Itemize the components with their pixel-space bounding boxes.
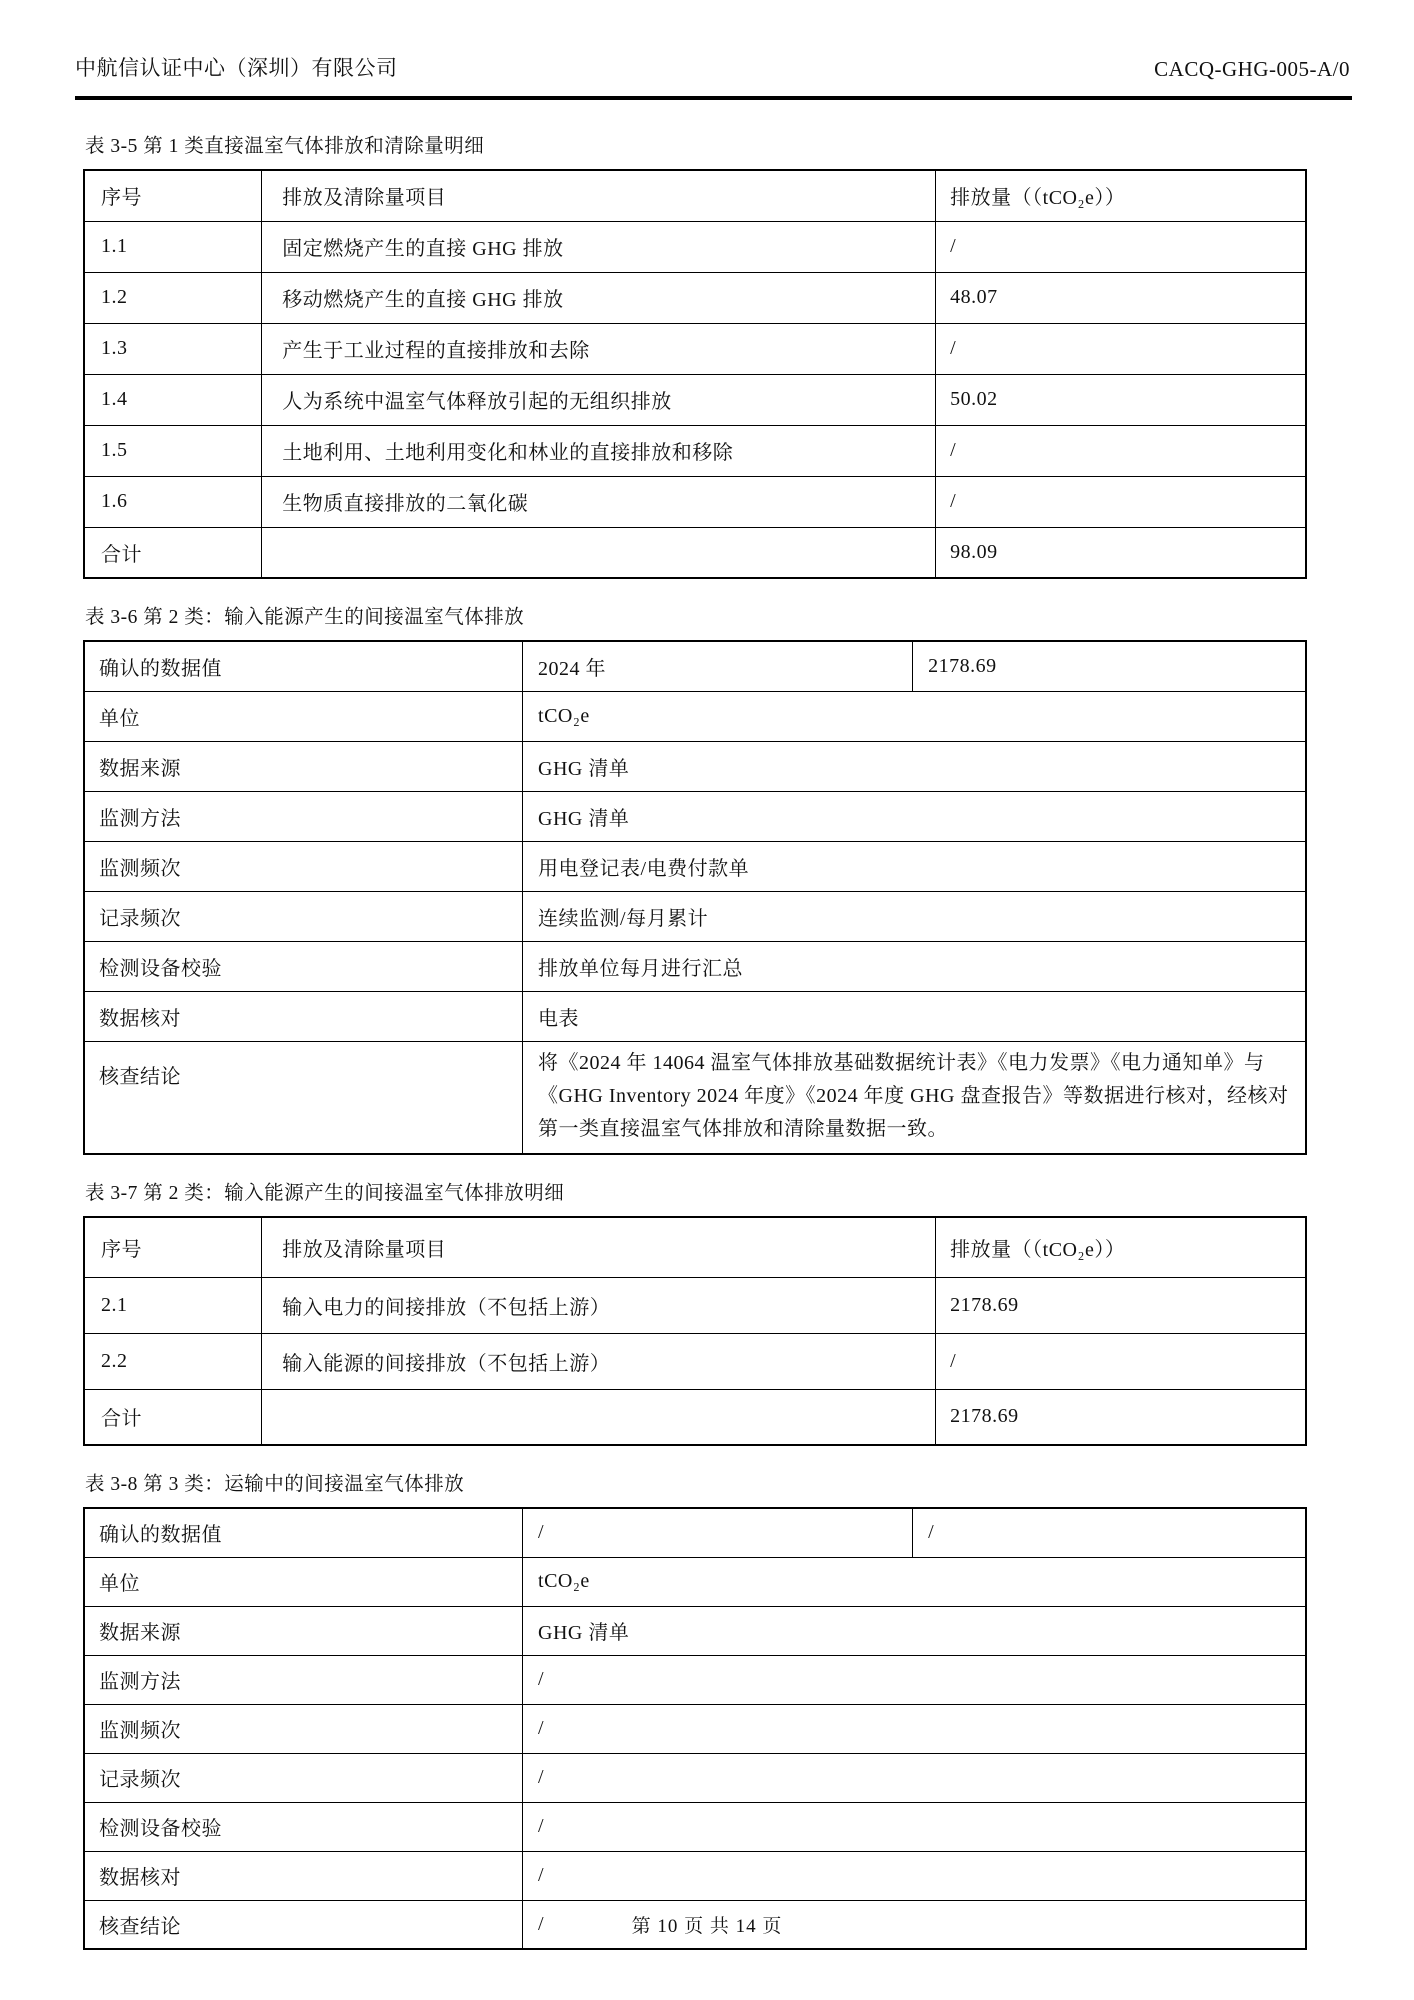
table-row <box>84 272 1306 323</box>
attr-label-cell: 单位 <box>84 691 523 741</box>
row-no-cell: 2.1 <box>84 1277 262 1333</box>
verification-conclusion-row <box>84 1041 1306 1154</box>
row-item-cell: 固定燃烧产生的直接 GHG 排放 <box>262 221 936 272</box>
attr-label-cell: 监测频次 <box>84 1704 523 1753</box>
attr-label-cell: 确认的数据值 <box>84 641 523 691</box>
confirmed-value-row <box>84 1508 1306 1557</box>
document-code: CACQ-GHG-005-A/0 <box>1154 57 1350 81</box>
total-label-cell: 合计 <box>84 527 262 578</box>
attr-row <box>84 991 1306 1041</box>
table-3-5-title: 表 3-5 第 1 类直接温室气体排放和清除量明细 <box>85 136 485 157</box>
attr-year-cell: 2024 年 <box>523 641 913 691</box>
attr-label-cell: 记录频次 <box>84 1753 523 1802</box>
table-total-row <box>84 527 1306 578</box>
attr-label-cell: 监测方法 <box>84 791 523 841</box>
attr-value-cell: tCO₂e <box>523 1557 1306 1606</box>
attr-row <box>84 841 1306 891</box>
row-value-cell: 48.07 <box>936 272 1306 323</box>
attr-row <box>84 1851 1306 1900</box>
table-row <box>84 221 1306 272</box>
attr-row <box>84 891 1306 941</box>
attr-row <box>84 691 1306 741</box>
attr-label-cell: 监测频次 <box>84 841 523 891</box>
attr-value-cell: / <box>523 1900 1306 1949</box>
column-header-item: 排放及清除量项目 <box>262 1217 936 1277</box>
table-row <box>84 374 1306 425</box>
total-value-cell: 2178.69 <box>936 1389 1306 1445</box>
attr-row <box>84 791 1306 841</box>
table-3-6-title: 表 3-6 第 2 类：输入能源产生的间接温室气体排放 <box>85 607 525 628</box>
column-header-no: 序号 <box>84 170 262 221</box>
row-no-cell: 1.6 <box>84 476 262 527</box>
column-header-value: 排放量（（tCO₂e）） <box>936 170 1306 221</box>
attr-value-cell: 用电登记表/电费付款单 <box>523 841 1306 891</box>
row-item-cell: 移动燃烧产生的直接 GHG 排放 <box>262 272 936 323</box>
row-value-cell: / <box>936 323 1306 374</box>
row-value-cell: 50.02 <box>936 374 1306 425</box>
attr-value-cell: GHG 清单 <box>523 741 1306 791</box>
attr-row <box>84 941 1306 991</box>
page-number: 第 10 页 共 14 页 <box>631 1916 783 1937</box>
column-header-value: 排放量（（tCO₂e）） <box>936 1217 1306 1277</box>
table-3-7-header-row <box>84 1217 1306 1277</box>
row-no-cell: 1.1 <box>84 221 262 272</box>
row-value-cell: / <box>936 476 1306 527</box>
attr-label-cell: 单位 <box>84 1557 523 1606</box>
total-label-cell: 合计 <box>84 1389 262 1445</box>
table-total-row <box>84 1389 1306 1445</box>
attr-label-cell: 记录频次 <box>84 891 523 941</box>
attr-label-cell: 数据来源 <box>84 1606 523 1655</box>
row-no-cell: 1.3 <box>84 323 262 374</box>
table-3-8 <box>83 1507 1307 1950</box>
row-value-cell: 2178.69 <box>936 1277 1306 1333</box>
attr-value-cell: / <box>523 1802 1306 1851</box>
row-item-cell: 土地利用、土地利用变化和林业的直接排放和移除 <box>262 425 936 476</box>
row-item-cell: 输入能源的间接排放（不包括上游） <box>262 1333 936 1389</box>
attr-value-cell: 电表 <box>523 991 1306 1041</box>
attr-value-cell: GHG 清单 <box>523 791 1306 841</box>
attr-value-cell: tCO₂e <box>523 691 1306 741</box>
attr-label-cell: 监测方法 <box>84 1655 523 1704</box>
attr-value-cell: 连续监测/每月累计 <box>523 891 1306 941</box>
table-3-7 <box>83 1216 1307 1446</box>
table-row <box>84 1277 1306 1333</box>
table-row <box>84 323 1306 374</box>
table-3-5 <box>83 169 1307 579</box>
attr-mid-cell: / <box>523 1508 913 1557</box>
row-no-cell: 1.5 <box>84 425 262 476</box>
attr-label-cell: 数据核对 <box>84 1851 523 1900</box>
page-header <box>75 0 1352 100</box>
attr-label-cell: 检测设备校验 <box>84 941 523 991</box>
row-item-cell: 输入电力的间接排放（不包括上游） <box>262 1277 936 1333</box>
attr-row <box>84 1606 1306 1655</box>
attr-row <box>84 741 1306 791</box>
table-3-6 <box>83 640 1307 1155</box>
attr-row <box>84 1557 1306 1606</box>
attr-value-cell: GHG 清单 <box>523 1606 1306 1655</box>
total-empty-cell <box>262 527 936 578</box>
row-value-cell: / <box>936 425 1306 476</box>
column-header-item: 排放及清除量项目 <box>262 170 936 221</box>
attr-label-cell: 核查结论 <box>84 1041 523 1154</box>
attr-label-cell: 检测设备校验 <box>84 1802 523 1851</box>
attr-row <box>84 1655 1306 1704</box>
attr-value-cell: / <box>523 1753 1306 1802</box>
row-no-cell: 1.2 <box>84 272 262 323</box>
table-row <box>84 425 1306 476</box>
row-item-cell: 产生于工业过程的直接排放和去除 <box>262 323 936 374</box>
attr-value-cell: 2178.69 <box>913 641 1306 691</box>
table-3-5-header-row <box>84 170 1306 221</box>
row-value-cell: / <box>936 221 1306 272</box>
attr-label-cell: 数据核对 <box>84 991 523 1041</box>
row-value-cell: / <box>936 1333 1306 1389</box>
attr-row <box>84 1802 1306 1851</box>
row-no-cell: 2.2 <box>84 1333 262 1389</box>
attr-row <box>84 1704 1306 1753</box>
total-empty-cell <box>262 1389 936 1445</box>
table-row <box>84 476 1306 527</box>
attr-label-cell: 核查结论 <box>84 1900 523 1949</box>
confirmed-value-row <box>84 641 1306 691</box>
row-no-cell: 1.4 <box>84 374 262 425</box>
attr-value-cell: / <box>523 1851 1306 1900</box>
row-item-cell: 人为系统中温室气体释放引起的无组织排放 <box>262 374 936 425</box>
attr-value-cell: 排放单位每月进行汇总 <box>523 941 1306 991</box>
total-value-cell: 98.09 <box>936 527 1306 578</box>
row-item-cell: 生物质直接排放的二氧化碳 <box>262 476 936 527</box>
table-3-7-title: 表 3-7 第 2 类：输入能源产生的间接温室气体排放明细 <box>85 1183 565 1204</box>
attr-value-cell: / <box>523 1704 1306 1753</box>
attr-label-cell: 数据来源 <box>84 741 523 791</box>
company-name: 中航信认证中心（深圳）有限公司 <box>75 56 398 80</box>
attr-value-cell: 将《2024 年 14064 温室气体排放基础数据统计表》《电力发票》《电力通知单》与《GHG Inventory 2024 年度》《2024 年度 GHG 盘查报告》等数据进行核对，经核对第一类直接温室气体排放和清除量数据一致。 <box>523 1041 1306 1154</box>
attr-value-cell: / <box>523 1655 1306 1704</box>
column-header-no: 序号 <box>84 1217 262 1277</box>
attr-row <box>84 1753 1306 1802</box>
table-row <box>84 1333 1306 1389</box>
attr-value-cell: / <box>913 1508 1306 1557</box>
attr-label-cell: 确认的数据值 <box>84 1508 523 1557</box>
table-3-8-title: 表 3-8 第 3 类：运输中的间接温室气体排放 <box>85 1474 465 1495</box>
